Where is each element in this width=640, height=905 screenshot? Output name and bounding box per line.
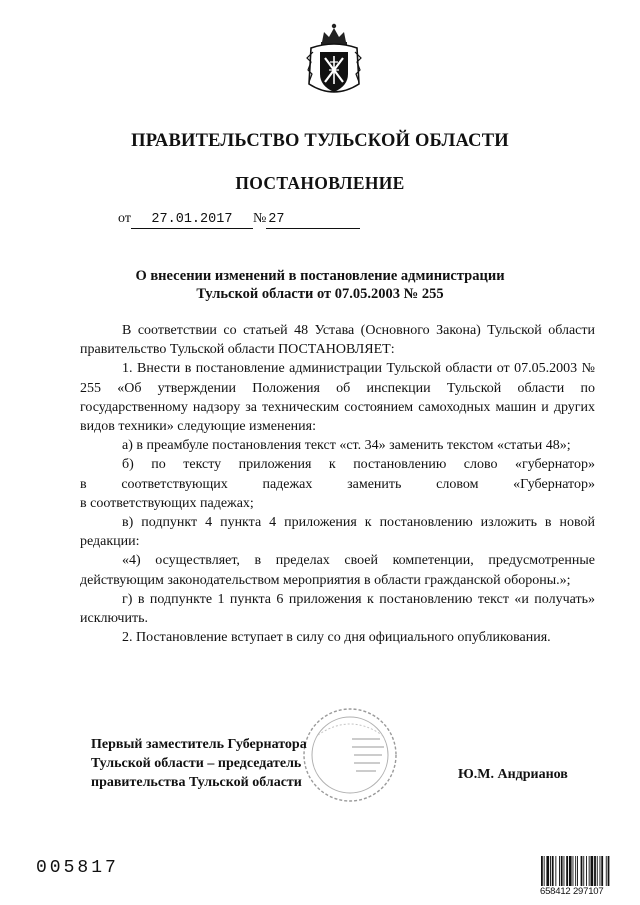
item-b-line-2: в соответствующих падежах заменить словом «Губернатор»: [80, 476, 595, 492]
document-subject: [0, 267, 640, 303]
subject-line-1: О внесении изменений в постановление администрации: [135, 268, 505, 284]
date-number-line: [118, 211, 360, 229]
number-prefix: №: [252, 211, 267, 226]
item-g-paragraph: г) в подпункте 1 пункта 6 приложения к постановлению текст «и получать» исключить.: [80, 591, 595, 627]
date-prefix: от: [118, 211, 131, 226]
item-b-line-3: в соответствующих падежах;: [80, 495, 254, 511]
barcode-number: 658412 297107: [540, 886, 632, 897]
signatory-line-1: Первый заместитель Губернатора: [91, 737, 307, 752]
item-2-paragraph: 2. Постановление вступает в силу со дня официального опубликования.: [122, 630, 551, 646]
item-v-quote-paragraph: «4) осуществляет, в пределах своей компетенции, предусмотренные действующим законодательством мероприятия в области гражданской обороны.»;: [80, 553, 595, 588]
item-1-paragraph: 1. Внести в постановление администрации Тульской области от 07.05.2003 № 255 «Об утверждении Положения об инспекции Тульской области по государственному надзору за техническим состоянием самоходных машин и других видов техники» следующие изменения:: [80, 361, 595, 435]
preamble-paragraph: В соответствии со статьей 48 Устава (Основного Закона) Тульской области правительство Тульской области ПОСТАНОВЛЯЕТ:: [80, 323, 595, 358]
item-a-paragraph: а) в преамбуле постановления текст «ст. 34» заменить текстом «статьи 48»;: [122, 438, 571, 454]
document-type-heading: ПОСТАНОВЛЕНИЕ: [235, 173, 405, 193]
document-number: 27: [266, 212, 360, 229]
official-stamp: [300, 705, 400, 805]
signatory-name: Ю.М. Андрианов: [458, 767, 568, 782]
item-v-paragraph: в) подпункт 4 пункта 4 приложения к постановлению изложить в новой редакции:: [80, 515, 595, 550]
document-serial-number: 005817: [36, 858, 119, 878]
signatory-line-3: правительства Тульской области: [91, 775, 302, 790]
document-body: [80, 321, 595, 647]
government-title: ПРАВИТЕЛЬСТВО ТУЛЬСКОЙ ОБЛАСТИ: [131, 131, 509, 151]
document-date: 27.01.2017: [131, 212, 253, 229]
subject-line-2: Тульской области от 07.05.2003 № 255: [196, 286, 444, 302]
item-b-line-1: б) по тексту приложения к постановлению слово «губернатор»: [122, 457, 595, 473]
signatory-title: [91, 735, 307, 792]
signatory-line-2: Тульской области – председатель: [91, 756, 302, 771]
coat-of-arms-emblem: [305, 22, 363, 100]
